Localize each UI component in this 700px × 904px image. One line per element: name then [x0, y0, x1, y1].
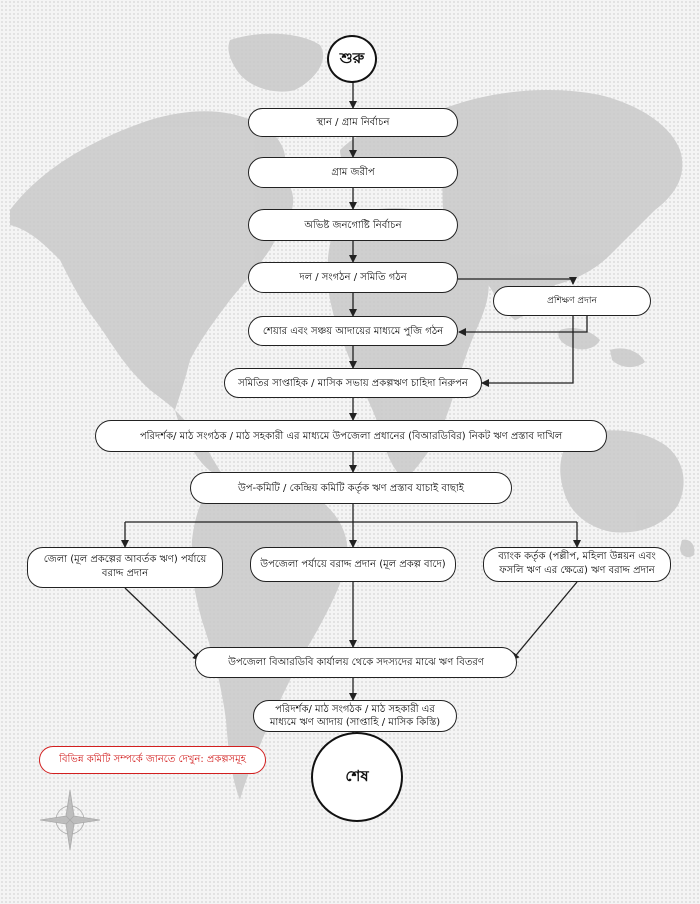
step-loan-recovery — [253, 700, 457, 732]
step-loan-demand-label: সমিতির সাপ্তাহিক / মাসিক সভায় প্রকল্পঋণ চাহিদা নিরুপন — [238, 377, 468, 389]
step-submit-proposal — [95, 420, 607, 452]
step-training — [493, 286, 651, 316]
step-committee-review — [190, 472, 512, 504]
step-select-location — [248, 108, 458, 137]
step-village-survey-label: গ্রাম জরীপ — [331, 167, 375, 178]
branch-bank-allocation — [483, 547, 671, 582]
start-node — [327, 35, 377, 83]
branch-district-line2: বরাদ্দ প্রদান — [101, 568, 149, 579]
start-label: শুরু — [339, 48, 365, 67]
step-capital-formation-label: শেয়ার এবং সঞ্চয় আদায়ের মাধ্যমে পুজি গঠন — [262, 325, 444, 337]
step-submit-proposal-label: পরিদর্শক/ মাঠ সংগঠক / মাঠ সহকারী এর মাধ্যমে উপজেলা প্রধানের (বিআরডিবির) নিকট ঋণ প্রস্তাব দাখিল — [139, 430, 563, 442]
step-training-label: প্রশিক্ষণ প্রদান — [547, 295, 597, 306]
end-label: শেষ — [345, 766, 369, 785]
compass-rose-icon — [38, 788, 102, 852]
branch-district-allocation — [27, 547, 223, 588]
step-select-target-group-label: অভিষ্ট জনগোষ্টি নির্বাচন — [304, 219, 402, 231]
committee-info-link[interactable] — [39, 746, 266, 774]
step-loan-distribution-label: উপজেলা বিআরডিবি কার্যালয় থেকে সদস্যদের মাঝে ঋণ বিতরণ — [228, 657, 484, 668]
branch-district-line1: জেলা (মূল প্রকল্পের আবর্তক ঋণ) পর্যায়ে — [43, 554, 207, 565]
step-loan-recovery-line2: মাধ্যমে ঋণ আদায় (সাপ্তাহি / মাসিক কিস্তি) — [269, 717, 441, 728]
step-loan-recovery-line1: পরিদর্শক/ মাঠ সংগঠক / মাঠ সহকারী এর — [275, 704, 435, 715]
step-loan-demand — [224, 368, 482, 398]
branch-upazila-allocation — [250, 547, 456, 582]
branch-upazila-label: উপজেলা পর্যায়ে বরাদ্দ প্রদান (মূল প্রকল্প বাদে) — [260, 559, 446, 570]
committee-info-link-label[interactable]: বিভিন্ন কমিটি সম্পর্কে জানতে দেখুন: প্রকল্পসমূহ — [59, 753, 246, 765]
step-loan-distribution — [195, 647, 517, 678]
step-select-target-group — [248, 209, 458, 241]
end-node — [311, 732, 403, 822]
branch-bank-line1: ব্যাংক কর্তৃক (পল্লীপ, মহিলা উন্নয়ন এবং — [498, 551, 656, 562]
step-form-group-label: দল / সংগঠন / সমিতি গঠন — [299, 272, 407, 283]
step-form-group — [248, 262, 458, 293]
step-committee-review-label: উপ-কমিটি / কেন্দ্রিয় কমিটি কর্তৃক ঋণ প্রস্তাব যাচাই বাছাই — [237, 482, 465, 494]
step-village-survey — [248, 157, 458, 188]
step-select-location-label: স্থান / গ্রাম নির্বাচন — [316, 117, 390, 128]
branch-bank-line2: ফসলি ঋণ এর ক্ষেত্রে) ঋণ বরাদ্দ প্রদান — [499, 565, 655, 576]
step-capital-formation — [248, 316, 458, 346]
